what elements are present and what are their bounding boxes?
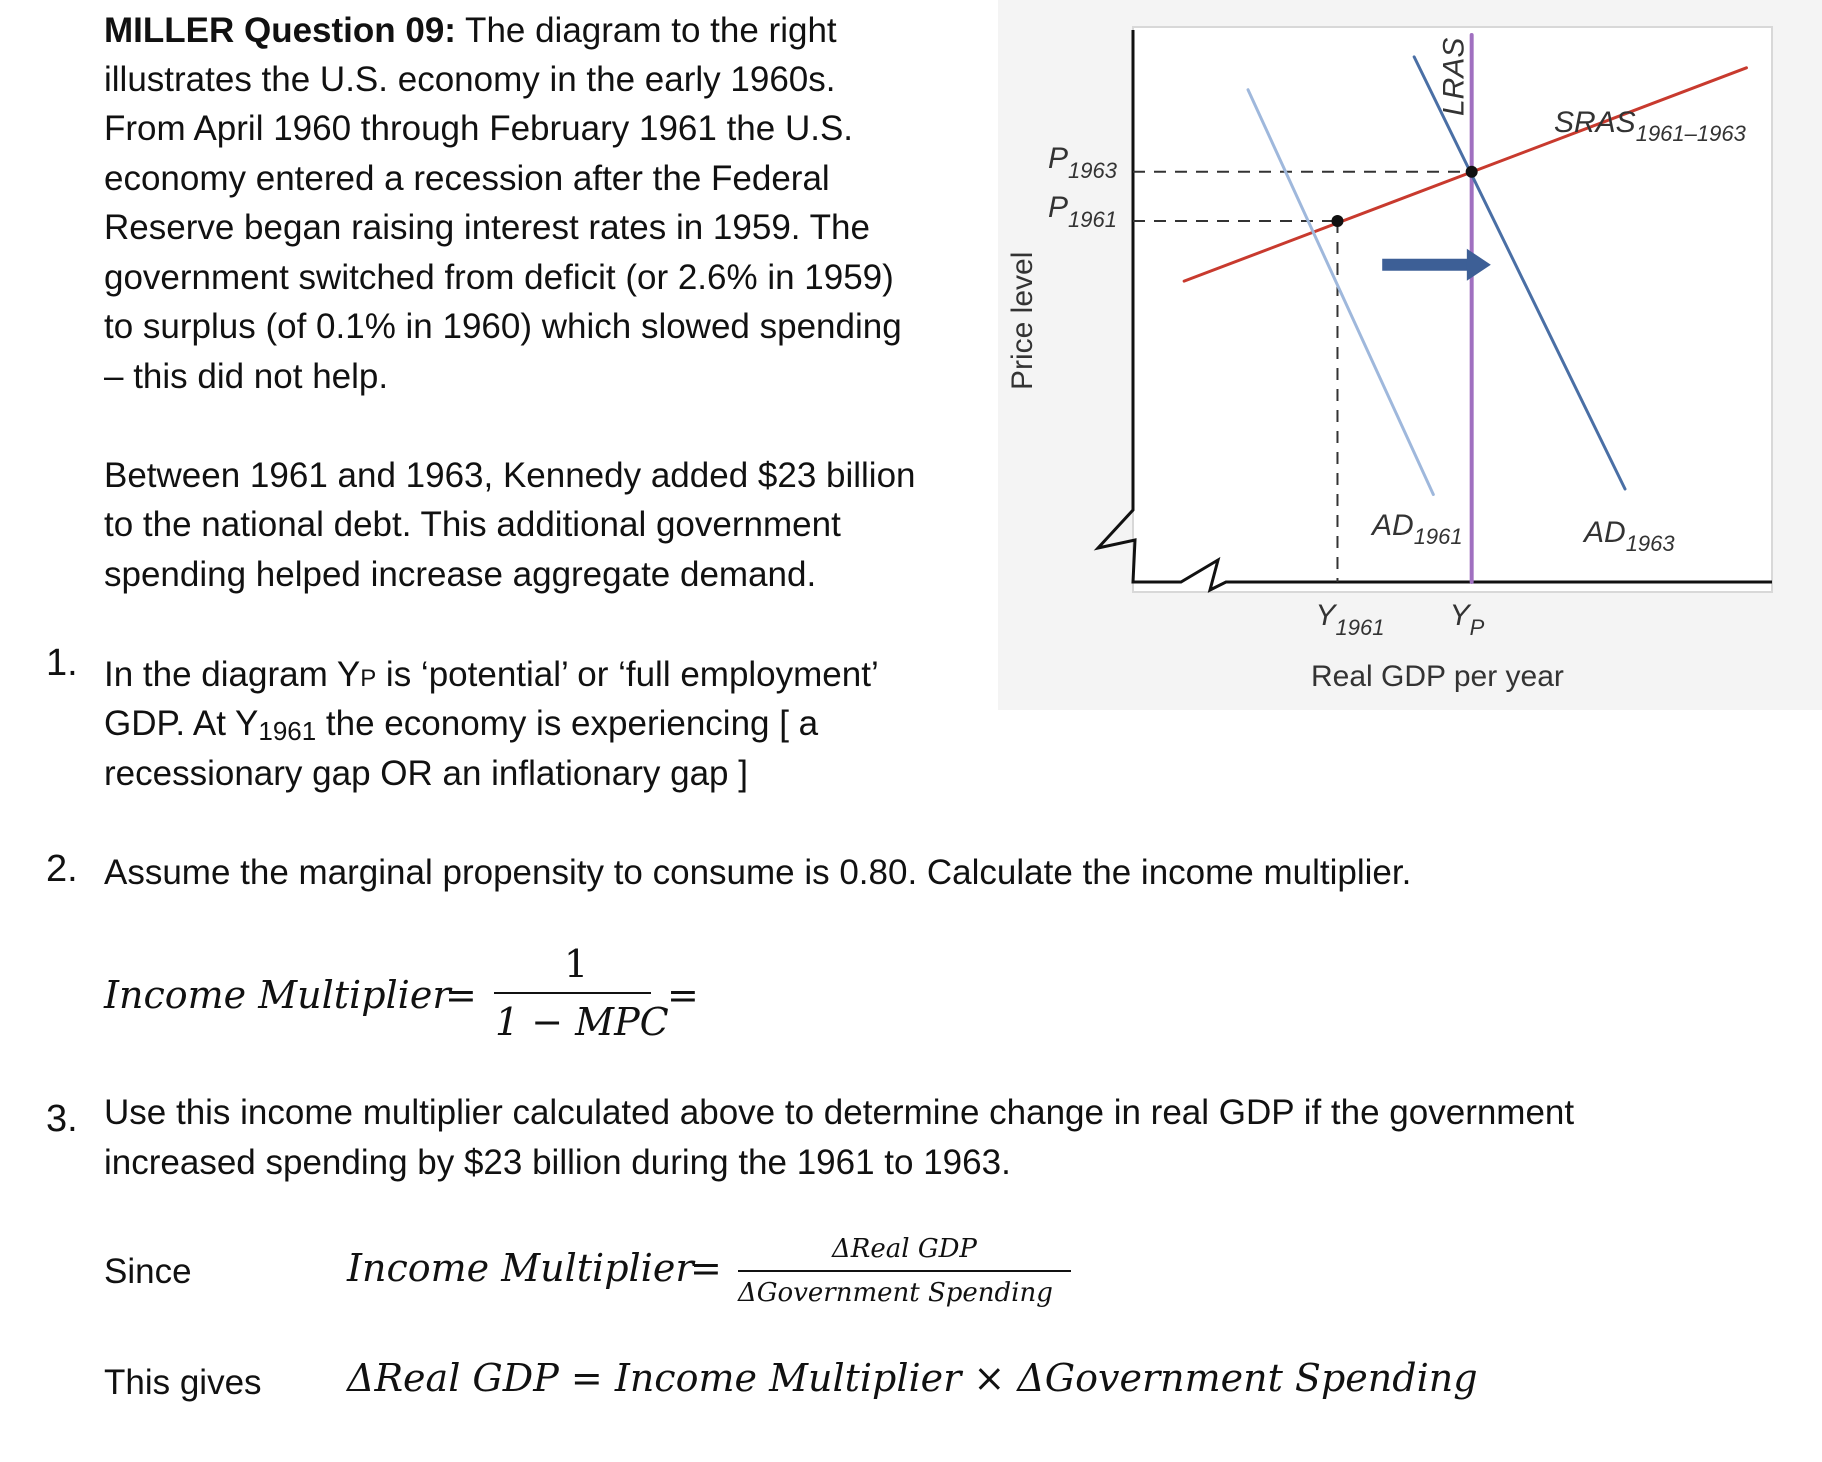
intro-line-2: illustrates the U.S. economy in the early 1960s.	[104, 60, 836, 99]
q3-line-1: Use this income multiplier calculated above to determine change in real GDP if the government	[104, 1093, 1575, 1132]
para2-line-3: spending helped increase aggregate demand.	[104, 555, 817, 594]
gives-label: This gives	[104, 1363, 262, 1402]
shift-arrow-shaft	[1382, 259, 1469, 271]
x-tick-1961: $Y_{1961}$	[1315, 599, 1385, 640]
q2-formula-lhs: Income Multiplier	[104, 973, 451, 1017]
q3-fraction-bar	[738, 1270, 1071, 1272]
q3-number: 3.	[46, 1098, 78, 1140]
intro-line-1: MILLER Question 09: The diagram to the right	[104, 11, 837, 50]
sras-label: $SRAS_{1961-1963}$	[1554, 106, 1746, 146]
para2-line-2: to the national debt. This additional government	[104, 505, 841, 544]
q2-fraction-bar	[494, 992, 651, 994]
q3-formula-denominator: ΔGovernment Spending	[738, 1278, 1053, 1308]
question-heading: MILLER Question 09:	[104, 11, 456, 50]
q3-formula-equals: =	[690, 1246, 722, 1290]
y-tick-1961: $P_{1961}$	[1048, 190, 1117, 232]
intro-line-3: From April 1960 through February 1961 the U.S.	[104, 109, 854, 148]
intro-line-6: government switched from deficit (or 2.6% in 1959)	[104, 258, 894, 297]
y-tick-1963: $P_{1963}$	[1048, 141, 1117, 183]
x-axis-title: Real GDP per year	[1311, 660, 1564, 693]
q2-formula-equals: =	[445, 973, 477, 1017]
q1-line-1: In the diagram YP is ‘potential’ or ‘full employment’	[104, 655, 879, 694]
since-label: Since	[104, 1252, 192, 1291]
q3-result-formula: ΔReal GDP = Income Multiplier × ΔGovernment Spending	[347, 1356, 1478, 1400]
equilibrium-point-E1961	[1331, 215, 1343, 227]
q3-line-2: increased spending by $23 billion during the 1961 to 1963.	[104, 1143, 1011, 1182]
q2-formula-equals-2: =	[667, 973, 699, 1017]
intro-line-5: Reserve began raising interest rates in 1959. The	[104, 208, 870, 247]
lras-label: LRAS	[1437, 37, 1471, 116]
ad1961-label: $AD_{1961}$	[1372, 509, 1463, 549]
q2-formula-denominator: 1 − MPC	[495, 1000, 669, 1044]
q2-formula-numerator: 1	[564, 942, 589, 986]
ad1963-label: $AD_{1963}$	[1584, 516, 1675, 556]
ad-as-diagram	[998, 0, 1822, 710]
q2-number: 2.	[46, 848, 78, 890]
q3-formula-numerator: ΔReal GDP	[832, 1234, 977, 1264]
y-axis-title: Price level	[1006, 251, 1039, 390]
intro-line-7: to surplus (of 0.1% in 1960) which slowed spending	[104, 307, 902, 346]
para2-line-1: Between 1961 and 1963, Kennedy added $23 billion	[104, 456, 916, 495]
x-tick-P: $Y_P$	[1449, 599, 1485, 640]
intro-line-4: economy entered a recession after the Federal	[104, 159, 830, 198]
q1-line-3: recessionary gap OR an inflationary gap ]	[104, 754, 748, 793]
equilibrium-point-E1963	[1466, 166, 1478, 178]
q1-number: 1.	[46, 642, 78, 684]
q3-formula-lhs: Income Multiplier	[347, 1246, 694, 1290]
intro-line-8: – this did not help.	[104, 357, 389, 396]
q2-text: Assume the marginal propensity to consume is 0.80. Calculate the income multiplier.	[104, 853, 1412, 892]
q1-line-2: GDP. At Y1961 the economy is experiencing [ a	[104, 704, 819, 746]
